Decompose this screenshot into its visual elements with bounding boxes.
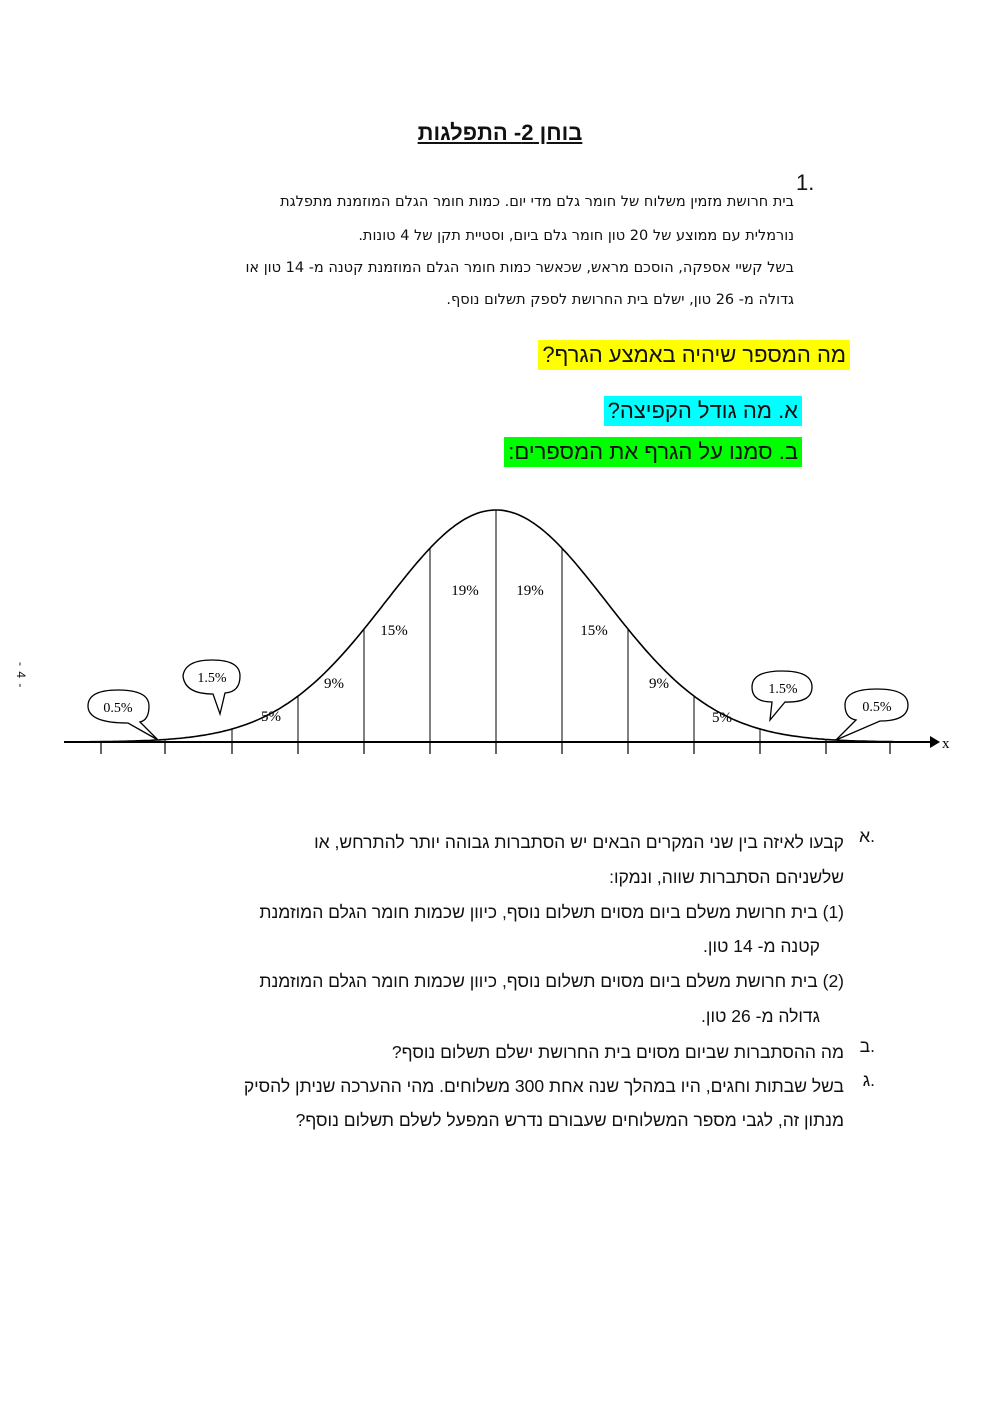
x-axis-arrow-icon <box>930 736 940 748</box>
label-19-right: 19% <box>516 583 544 599</box>
label-15-right: 15% <box>580 623 608 639</box>
highlight-question-a: א. מה גודל הקפיצה? <box>604 396 802 426</box>
label-5-left: 5% <box>261 709 281 725</box>
question-a2-line-2: גדולה מ- 26 טון. <box>701 1006 820 1026</box>
x-axis-label: x <box>942 736 950 752</box>
callout-0.5-left <box>88 690 158 740</box>
label-0.5-right: 0.5% <box>862 700 892 715</box>
question-number: 1. <box>796 170 815 195</box>
question-letter-a: א. <box>859 826 875 846</box>
question-letter-b: ב. <box>859 1036 875 1056</box>
question-a-line-2: שלשניהם הסתברות שווה, ונמקו: <box>609 867 844 887</box>
label-19-left: 19% <box>451 583 479 599</box>
callout-1.5-left <box>183 660 240 714</box>
question-c-line-1: בשל שבתות וחגים, היו במהלך שנה אחת 300 משלוחים. מהי ההערכה שניתן להסיק <box>243 1076 844 1096</box>
intro-line-3: בשל קשיי אספקה, הוסכם מראש, שכאשר כמות חומר הגלם המוזמנת קטנה מ- 14 טון או <box>245 260 794 276</box>
callout-1.5-right <box>752 671 812 720</box>
label-15-left: 15% <box>380 623 408 639</box>
question-c-line-2: מנתון זה, לגבי מספר המשלוחים שעבורם נדרש המפעל לשלם תשלום נוסף? <box>295 1110 844 1130</box>
label-0.5-left: 0.5% <box>103 701 133 716</box>
label-1.5-right: 1.5% <box>768 682 798 697</box>
page-number-mark: - 4 - <box>14 662 28 689</box>
question-letter-c: ג. <box>862 1070 875 1090</box>
highlight-middle-question: מה המספר שיהיה באמצע הגרף? <box>538 340 850 370</box>
callout-0.5-right <box>836 689 908 740</box>
question-a2-line-1: (2) בית חרושת משלם ביום מסוים תשלום נוסף, כיוון שכמות חומר הגלם המוזמנת <box>259 971 844 991</box>
question-b-text: מה ההסתברות שביום מסוים בית החרושת ישלם תשלום נוסף? <box>391 1042 844 1062</box>
intro-line-2: נורמלית עם ממוצע של 20 טון חומר גלם ביום, וסטיית תקן של 4 טונות. <box>358 228 794 244</box>
normal-distribution-chart <box>0 490 1000 760</box>
label-9-left: 9% <box>324 676 344 692</box>
bell-curve-group <box>90 510 894 754</box>
question-a1-line-1: (1) בית חרושת משלם ביום מסוים תשלום נוסף, כיוון שכמות חומר הגלם המוזמנת <box>259 902 844 922</box>
intro-line-1: בית חרושת מזמין משלוח של חומר גלם מדי יום. כמות חומר הגלם המוזמנת מתפלגת <box>280 194 794 210</box>
label-5-right: 5% <box>712 710 732 726</box>
page-title: בוחן 2- התפלגות <box>417 120 583 145</box>
question-a-line-1: קבעו לאיזה בין שני המקרים הבאים יש הסתברות גבוהה יותר להתרחש, או <box>314 832 844 852</box>
intro-line-4: גדולה מ- 26 טון, ישלם בית החרושת לספק תשלום נוסף. <box>446 292 794 308</box>
label-9-right: 9% <box>649 676 669 692</box>
label-1.5-left: 1.5% <box>197 671 227 686</box>
highlight-question-b: ב. סמנו על הגרף את המספרים: <box>504 437 802 467</box>
question-a1-line-2: קטנה מ- 14 טון. <box>703 936 820 956</box>
